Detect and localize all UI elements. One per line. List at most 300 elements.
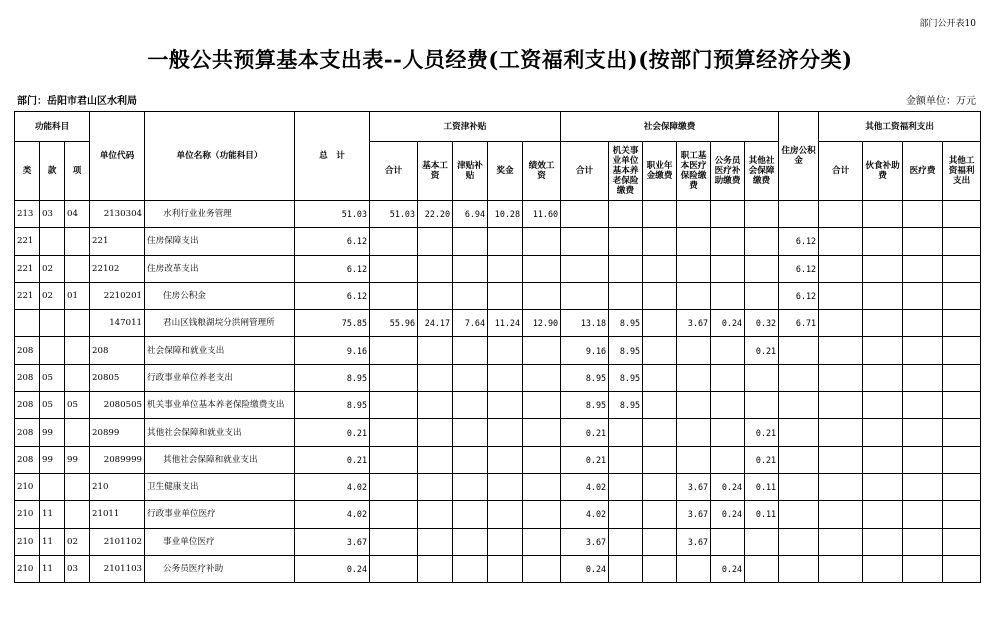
cell-w-basic — [418, 228, 453, 255]
cell-name: 事业单位医疗 — [145, 528, 295, 555]
cell-lei: 213 — [15, 201, 40, 228]
cell-housing: 6.12 — [779, 255, 819, 282]
cell-w-sum — [370, 282, 418, 309]
medical-header: 职工基本医疗保险缴费 — [677, 142, 711, 201]
table-row — [15, 392, 981, 419]
cell-lei — [15, 310, 40, 337]
cell-w-perf — [523, 337, 561, 364]
cell-housing — [779, 501, 819, 528]
cell-code: 2101102 — [90, 528, 145, 555]
cell-s-medical — [677, 364, 711, 391]
cell-kuan: 05 — [40, 392, 65, 419]
cell-s-sum: 0.21 — [561, 446, 609, 473]
cell-lei: 221 — [15, 228, 40, 255]
cell-s-civil: 0.24 — [711, 501, 745, 528]
cell-w-bonus — [488, 555, 523, 582]
cell-s-other: 0.11 — [745, 473, 779, 500]
med-fee-header: 医疗费 — [903, 142, 943, 201]
cell-o-sum — [819, 255, 863, 282]
cell-o-med — [903, 555, 943, 582]
cell-w-bonus — [488, 392, 523, 419]
cell-code: 2089999 — [90, 446, 145, 473]
table-row — [15, 473, 981, 500]
cell-s-medical — [677, 201, 711, 228]
cell-lei: 208 — [15, 446, 40, 473]
cell-s-pension: 8.95 — [609, 337, 643, 364]
cell-o-med — [903, 473, 943, 500]
cell-o-other — [943, 446, 981, 473]
cell-o-sum — [819, 392, 863, 419]
cell-o-med — [903, 282, 943, 309]
table-row — [15, 528, 981, 555]
cell-kuan: 03 — [40, 201, 65, 228]
cell-o-other — [943, 364, 981, 391]
cell-s-medical — [677, 255, 711, 282]
cell-total: 0.24 — [295, 555, 370, 582]
cell-total: 8.95 — [295, 392, 370, 419]
cell-code: 210 — [90, 473, 145, 500]
cell-o-other — [943, 337, 981, 364]
cell-w-basic — [418, 282, 453, 309]
cell-w-sum — [370, 228, 418, 255]
cell-name: 行政事业单位医疗 — [145, 501, 295, 528]
cell-s-civil: 0.24 — [711, 555, 745, 582]
cell-s-civil — [711, 392, 745, 419]
table-row — [15, 446, 981, 473]
cell-w-allow: 6.94 — [453, 201, 488, 228]
cell-kuan — [40, 310, 65, 337]
cell-s-civil: 0.24 — [711, 473, 745, 500]
cell-lei: 208 — [15, 337, 40, 364]
cell-name: 住房改革支出 — [145, 255, 295, 282]
cell-o-other — [943, 201, 981, 228]
cell-lei: 221 — [15, 282, 40, 309]
cell-w-basic — [418, 528, 453, 555]
cell-o-med — [903, 392, 943, 419]
table-row — [15, 282, 981, 309]
cell-s-medical: 3.67 — [677, 501, 711, 528]
cell-name: 住房公积金 — [145, 282, 295, 309]
cell-code: 20805 — [90, 364, 145, 391]
cell-o-meal — [863, 282, 903, 309]
cell-s-medical — [677, 419, 711, 446]
cell-o-meal — [863, 201, 903, 228]
cell-housing: 6.12 — [779, 228, 819, 255]
cell-xiang — [65, 310, 90, 337]
cell-s-sum — [561, 228, 609, 255]
cell-s-other — [745, 392, 779, 419]
cell-o-med — [903, 446, 943, 473]
meal-header: 伙食补助费 — [863, 142, 903, 201]
cell-s-civil — [711, 419, 745, 446]
annuity-header: 职业年金缴费 — [643, 142, 677, 201]
cell-s-annuity — [643, 392, 677, 419]
cell-code: 22102 — [90, 255, 145, 282]
cell-s-annuity — [643, 255, 677, 282]
cell-s-pension — [609, 528, 643, 555]
cell-total: 6.12 — [295, 255, 370, 282]
cell-housing: 6.12 — [779, 282, 819, 309]
cell-o-sum — [819, 282, 863, 309]
cell-w-basic — [418, 501, 453, 528]
cell-o-other — [943, 255, 981, 282]
social-sum-header: 合计 — [561, 142, 609, 201]
cell-s-civil — [711, 364, 745, 391]
cell-w-allow — [453, 501, 488, 528]
cell-s-medical — [677, 228, 711, 255]
cell-s-civil — [711, 337, 745, 364]
cell-w-perf — [523, 228, 561, 255]
table-row — [15, 228, 981, 255]
cell-s-sum: 4.02 — [561, 473, 609, 500]
allowance-header: 津贴补贴 — [453, 142, 488, 201]
cell-lei: 210 — [15, 501, 40, 528]
cell-s-civil — [711, 201, 745, 228]
cell-s-civil — [711, 255, 745, 282]
cell-s-other — [745, 282, 779, 309]
cell-w-sum: 51.03 — [370, 201, 418, 228]
cell-w-bonus: 11.24 — [488, 310, 523, 337]
cell-s-pension — [609, 282, 643, 309]
cell-w-bonus — [488, 282, 523, 309]
cell-w-sum — [370, 337, 418, 364]
cell-w-perf — [523, 555, 561, 582]
cell-s-sum — [561, 255, 609, 282]
cell-code: 208 — [90, 337, 145, 364]
cell-s-other — [745, 528, 779, 555]
cell-w-basic — [418, 555, 453, 582]
cell-s-annuity — [643, 337, 677, 364]
bonus-header: 奖金 — [488, 142, 523, 201]
cell-w-basic — [418, 419, 453, 446]
cell-s-pension — [609, 555, 643, 582]
cell-s-medical — [677, 555, 711, 582]
cell-housing — [779, 364, 819, 391]
cell-name: 住房保障支出 — [145, 228, 295, 255]
cell-w-bonus: 10.28 — [488, 201, 523, 228]
cell-w-bonus — [488, 419, 523, 446]
cell-s-other — [745, 364, 779, 391]
cell-s-pension — [609, 501, 643, 528]
cell-o-meal — [863, 337, 903, 364]
cell-o-other — [943, 528, 981, 555]
cell-w-bonus — [488, 528, 523, 555]
cell-xiang — [65, 501, 90, 528]
cell-code: 147011 — [90, 310, 145, 337]
cell-xiang: 05 — [65, 392, 90, 419]
cell-o-med — [903, 201, 943, 228]
cell-kuan: 02 — [40, 255, 65, 282]
cell-lei: 210 — [15, 528, 40, 555]
cell-o-med — [903, 228, 943, 255]
wage-sum-header: 合计 — [370, 142, 418, 201]
cell-w-bonus — [488, 337, 523, 364]
cell-o-meal — [863, 255, 903, 282]
cell-name: 卫生健康支出 — [145, 473, 295, 500]
cell-w-basic: 22.20 — [418, 201, 453, 228]
cell-s-medical: 3.67 — [677, 310, 711, 337]
budget-table — [14, 111, 981, 583]
cell-s-other: 0.32 — [745, 310, 779, 337]
page-title: 一般公共预算基本支出表--人员经费(工资福利支出)(按部门预算经济分类) — [147, 47, 853, 72]
cell-s-annuity — [643, 364, 677, 391]
cell-code: 221 — [90, 228, 145, 255]
cell-total: 75.85 — [295, 310, 370, 337]
cell-s-civil — [711, 282, 745, 309]
cell-s-annuity — [643, 555, 677, 582]
cell-s-annuity — [643, 446, 677, 473]
cell-w-perf — [523, 528, 561, 555]
cell-s-annuity — [643, 419, 677, 446]
total-header: 总 计 — [295, 112, 370, 201]
table-body — [15, 201, 981, 583]
table-row — [15, 255, 981, 282]
cell-xiang — [65, 364, 90, 391]
cell-s-sum: 13.18 — [561, 310, 609, 337]
other-group-header: 其他工资福利支出 — [819, 112, 981, 142]
cell-housing — [779, 555, 819, 582]
cell-housing — [779, 446, 819, 473]
table-row — [15, 419, 981, 446]
cell-w-allow — [453, 555, 488, 582]
cell-kuan — [40, 473, 65, 500]
cell-o-sum — [819, 201, 863, 228]
cell-w-allow — [453, 528, 488, 555]
cell-kuan: 11 — [40, 555, 65, 582]
cell-xiang — [65, 228, 90, 255]
unit-code-header: 单位代码 — [90, 112, 145, 201]
basic-wage-header: 基本工资 — [418, 142, 453, 201]
cell-kuan — [40, 337, 65, 364]
cell-o-meal — [863, 419, 903, 446]
cell-xiang — [65, 337, 90, 364]
cell-s-sum: 8.95 — [561, 364, 609, 391]
cell-name: 其他社会保障和就业支出 — [145, 419, 295, 446]
cell-w-perf: 11.60 — [523, 201, 561, 228]
cell-kuan: 05 — [40, 364, 65, 391]
cell-s-pension — [609, 446, 643, 473]
cell-w-perf — [523, 419, 561, 446]
cell-housing — [779, 473, 819, 500]
cell-w-bonus — [488, 501, 523, 528]
cell-s-pension — [609, 473, 643, 500]
cell-xiang: 03 — [65, 555, 90, 582]
cell-w-bonus — [488, 228, 523, 255]
cell-o-med — [903, 528, 943, 555]
cell-s-other — [745, 201, 779, 228]
cell-o-sum — [819, 228, 863, 255]
cell-o-other — [943, 282, 981, 309]
housing-header: 住房公积金 — [779, 112, 819, 201]
other-social-header: 其他社会保障缴费 — [745, 142, 779, 201]
cell-o-other — [943, 392, 981, 419]
cell-w-basic — [418, 364, 453, 391]
cell-housing — [779, 528, 819, 555]
cell-w-bonus — [488, 255, 523, 282]
cell-name: 机关事业单位基本养老保险缴费支出 — [145, 392, 295, 419]
cell-name: 其他社会保障和就业支出 — [145, 446, 295, 473]
cell-s-medical: 3.67 — [677, 473, 711, 500]
table-row — [15, 337, 981, 364]
cell-o-other — [943, 501, 981, 528]
cell-w-allow — [453, 473, 488, 500]
cell-name: 社会保障和就业支出 — [145, 337, 295, 364]
cell-o-meal — [863, 528, 903, 555]
cell-s-medical — [677, 392, 711, 419]
cell-w-allow — [453, 255, 488, 282]
cell-kuan: 99 — [40, 446, 65, 473]
cell-housing — [779, 392, 819, 419]
cell-total: 0.21 — [295, 446, 370, 473]
cell-w-bonus — [488, 446, 523, 473]
cell-total: 51.03 — [295, 201, 370, 228]
cell-o-meal — [863, 310, 903, 337]
cell-w-sum — [370, 392, 418, 419]
cell-total: 8.95 — [295, 364, 370, 391]
cell-o-other — [943, 419, 981, 446]
xiang-header: 项 — [65, 142, 90, 201]
cell-total: 4.02 — [295, 473, 370, 500]
cell-w-perf — [523, 446, 561, 473]
cell-o-med — [903, 364, 943, 391]
wage-group-header: 工资津补贴 — [370, 112, 561, 142]
cell-o-sum — [819, 419, 863, 446]
cell-name: 君山区钱粮湖垸分洪闸管理所 — [145, 310, 295, 337]
cell-xiang: 01 — [65, 282, 90, 309]
cell-kuan: 02 — [40, 282, 65, 309]
table-row — [15, 555, 981, 582]
cell-total: 4.02 — [295, 501, 370, 528]
cell-total: 3.67 — [295, 528, 370, 555]
func-subject-header: 功能科目 — [15, 112, 90, 142]
cell-lei: 210 — [15, 555, 40, 582]
pension-header: 机关事业单位基本养老保险缴费 — [609, 142, 643, 201]
cell-w-allow — [453, 282, 488, 309]
cell-w-allow — [453, 446, 488, 473]
cell-s-sum: 3.67 — [561, 528, 609, 555]
cell-w-allow — [453, 392, 488, 419]
other-sum-header: 合计 — [819, 142, 863, 201]
cell-o-med — [903, 337, 943, 364]
cell-s-sum — [561, 201, 609, 228]
cell-code: 2210201 — [90, 282, 145, 309]
cell-s-sum: 8.95 — [561, 392, 609, 419]
cell-s-pension: 8.95 — [609, 364, 643, 391]
cell-w-bonus — [488, 364, 523, 391]
cell-s-other: 0.21 — [745, 419, 779, 446]
cell-o-sum — [819, 528, 863, 555]
cell-s-medical — [677, 337, 711, 364]
cell-w-sum — [370, 501, 418, 528]
cell-total: 6.12 — [295, 282, 370, 309]
cell-s-sum: 9.16 — [561, 337, 609, 364]
document-number: 部门公开表10 — [919, 19, 976, 29]
cell-o-meal — [863, 392, 903, 419]
cell-s-civil — [711, 446, 745, 473]
cell-name: 水利行业业务管理 — [145, 201, 295, 228]
cell-s-pension: 8.95 — [609, 310, 643, 337]
cell-o-meal — [863, 228, 903, 255]
amount-unit-label: 金额单位：万元 — [906, 96, 976, 107]
cell-xiang: 04 — [65, 201, 90, 228]
cell-kuan — [40, 228, 65, 255]
cell-w-perf — [523, 282, 561, 309]
cell-s-medical: 3.67 — [677, 528, 711, 555]
cell-o-other — [943, 555, 981, 582]
cell-o-meal — [863, 555, 903, 582]
cell-w-bonus — [488, 473, 523, 500]
cell-s-sum — [561, 282, 609, 309]
cell-s-other — [745, 228, 779, 255]
cell-code: 2130304 — [90, 201, 145, 228]
cell-w-sum — [370, 555, 418, 582]
cell-xiang: 99 — [65, 446, 90, 473]
cell-xiang — [65, 255, 90, 282]
cell-s-sum: 0.24 — [561, 555, 609, 582]
cell-s-annuity — [643, 201, 677, 228]
cell-s-annuity — [643, 501, 677, 528]
cell-o-sum — [819, 364, 863, 391]
cell-w-perf — [523, 501, 561, 528]
cell-code: 20899 — [90, 419, 145, 446]
cell-housing — [779, 337, 819, 364]
social-group-header: 社会保障缴费 — [561, 112, 779, 142]
cell-housing — [779, 419, 819, 446]
cell-housing: 6.71 — [779, 310, 819, 337]
cell-w-basic — [418, 473, 453, 500]
cell-s-civil — [711, 228, 745, 255]
cell-kuan: 11 — [40, 501, 65, 528]
cell-xiang — [65, 419, 90, 446]
cell-lei: 221 — [15, 255, 40, 282]
cell-s-annuity — [643, 228, 677, 255]
cell-lei: 208 — [15, 364, 40, 391]
cell-xiang — [65, 473, 90, 500]
civil-medical-header: 公务员医疗补助缴费 — [711, 142, 745, 201]
cell-w-allow: 7.64 — [453, 310, 488, 337]
cell-s-annuity — [643, 282, 677, 309]
table-row — [15, 501, 981, 528]
cell-s-pension — [609, 228, 643, 255]
cell-w-sum — [370, 419, 418, 446]
table-row — [15, 364, 981, 391]
lei-header: 类 — [15, 142, 40, 201]
cell-w-sum — [370, 255, 418, 282]
cell-o-sum — [819, 555, 863, 582]
cell-w-basic — [418, 255, 453, 282]
cell-xiang: 02 — [65, 528, 90, 555]
table-row — [15, 310, 981, 337]
cell-s-medical — [677, 282, 711, 309]
cell-s-sum: 0.21 — [561, 419, 609, 446]
cell-s-civil — [711, 528, 745, 555]
cell-s-pension — [609, 419, 643, 446]
cell-s-medical — [677, 446, 711, 473]
cell-o-meal — [863, 364, 903, 391]
cell-o-other — [943, 310, 981, 337]
cell-w-sum — [370, 364, 418, 391]
cell-name: 行政事业单位养老支出 — [145, 364, 295, 391]
cell-w-allow — [453, 228, 488, 255]
cell-o-other — [943, 473, 981, 500]
cell-s-annuity — [643, 528, 677, 555]
cell-w-perf: 12.90 — [523, 310, 561, 337]
cell-w-allow — [453, 419, 488, 446]
cell-w-basic — [418, 446, 453, 473]
cell-o-sum — [819, 473, 863, 500]
cell-s-other: 0.11 — [745, 501, 779, 528]
cell-w-basic — [418, 392, 453, 419]
